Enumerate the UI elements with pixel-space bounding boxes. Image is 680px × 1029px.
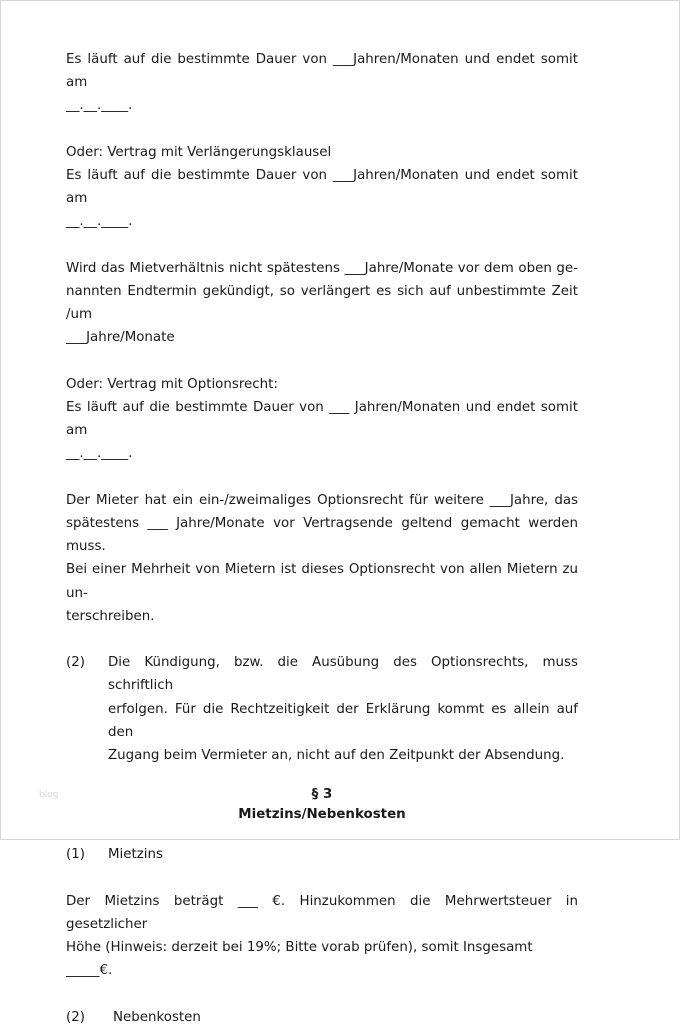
extension-clause-line3: ___Jahre/Monate [66,330,175,346]
option-right-line2: spätestens ___ Jahre/Monate vor Vertragsende geltend gemacht werden muss. [66,516,578,555]
spacer [66,982,578,1005]
clause-text [108,651,578,767]
extension-duration-line1: Es läuft auf die bestimmte Dauer von ___Jahren/Monaten und endet somit am [66,168,578,207]
subsection-title: Nebenkosten [113,1009,201,1025]
extension-clause-line2: nannten Endtermin gekündigt, so verlängert es sich auf unbestimmte Zeit /um [66,284,578,323]
spacer [66,118,578,141]
clause-2-line3: Zugang beim Vermieter an, nicht auf den Zeitpunkt der Absendung. [108,748,565,764]
subsection-number: (1) [66,847,85,863]
document-body [66,48,578,1029]
rent-line1: Der Mietzins beträgt ___ €. Hinzukommen die Mehrwertsteuer in gesetzlicher [66,893,578,932]
option-duration-line1: Es läuft auf die bestimmte Dauer von ___ Jahren/Monaten und endet somit am [66,400,578,439]
spacer [66,825,578,843]
option-right-title: Oder: Vertrag mit Optionsrecht: [66,376,278,392]
rent-line2: Höhe (Hinweis: derzeit bei 19%; Bitte vorab prüfen), somit Insgesamt _____€. [66,940,533,979]
spacer [66,466,578,489]
spacer [66,628,578,651]
paragraph-duration-line1: Es läuft auf die bestimmte Dauer von ___Jahren/Monaten und endet somit am [66,52,578,91]
spacer [66,350,578,373]
subsection-1-heading [66,843,578,866]
extension-duration-line2: __.__.____. [66,214,133,230]
clause-number: (2) [66,655,85,671]
section-number: § 3 [311,787,333,803]
option-right-line1: Der Mieter hat ein ein-/zweimaliges Optionsrecht für weitere ___Jahre, das [66,492,578,508]
option-right-line3: Bei einer Mehrheit von Mietern ist dieses Optionsrecht von allen Mietern zu un- [66,562,578,601]
clause-2-line2: erfolgen. Für die Rechtzeitigkeit der Erklärung kommt es allein auf den [108,701,578,740]
option-duration-line2: __.__.____. [66,446,133,462]
subsection-number: (2) [66,1009,85,1025]
subsection-title: Mietzins [108,847,163,863]
clause-2-line1: Die Kündigung, bzw. die Ausübung des Optionsrechts, muss schriftlich [108,655,578,694]
spacer [66,234,578,257]
clause-2-termination [66,651,578,767]
paragraph-duration-line2: __.__.____. [66,98,133,114]
option-right-line4: terschreiben. [66,608,155,624]
spacer [66,767,578,785]
subsection-2-heading [66,1006,578,1029]
section-title: Mietzins/Nebenkosten [238,807,406,823]
option-extension-title: Oder: Vertrag mit Verlängerungsklausel [66,144,332,160]
spacer [66,866,578,889]
watermark-text: blog [39,790,59,800]
extension-clause-line1: Wird das Mietverhältnis nicht spätestens ___Jahre/Monate vor dem oben ge- [66,260,578,276]
